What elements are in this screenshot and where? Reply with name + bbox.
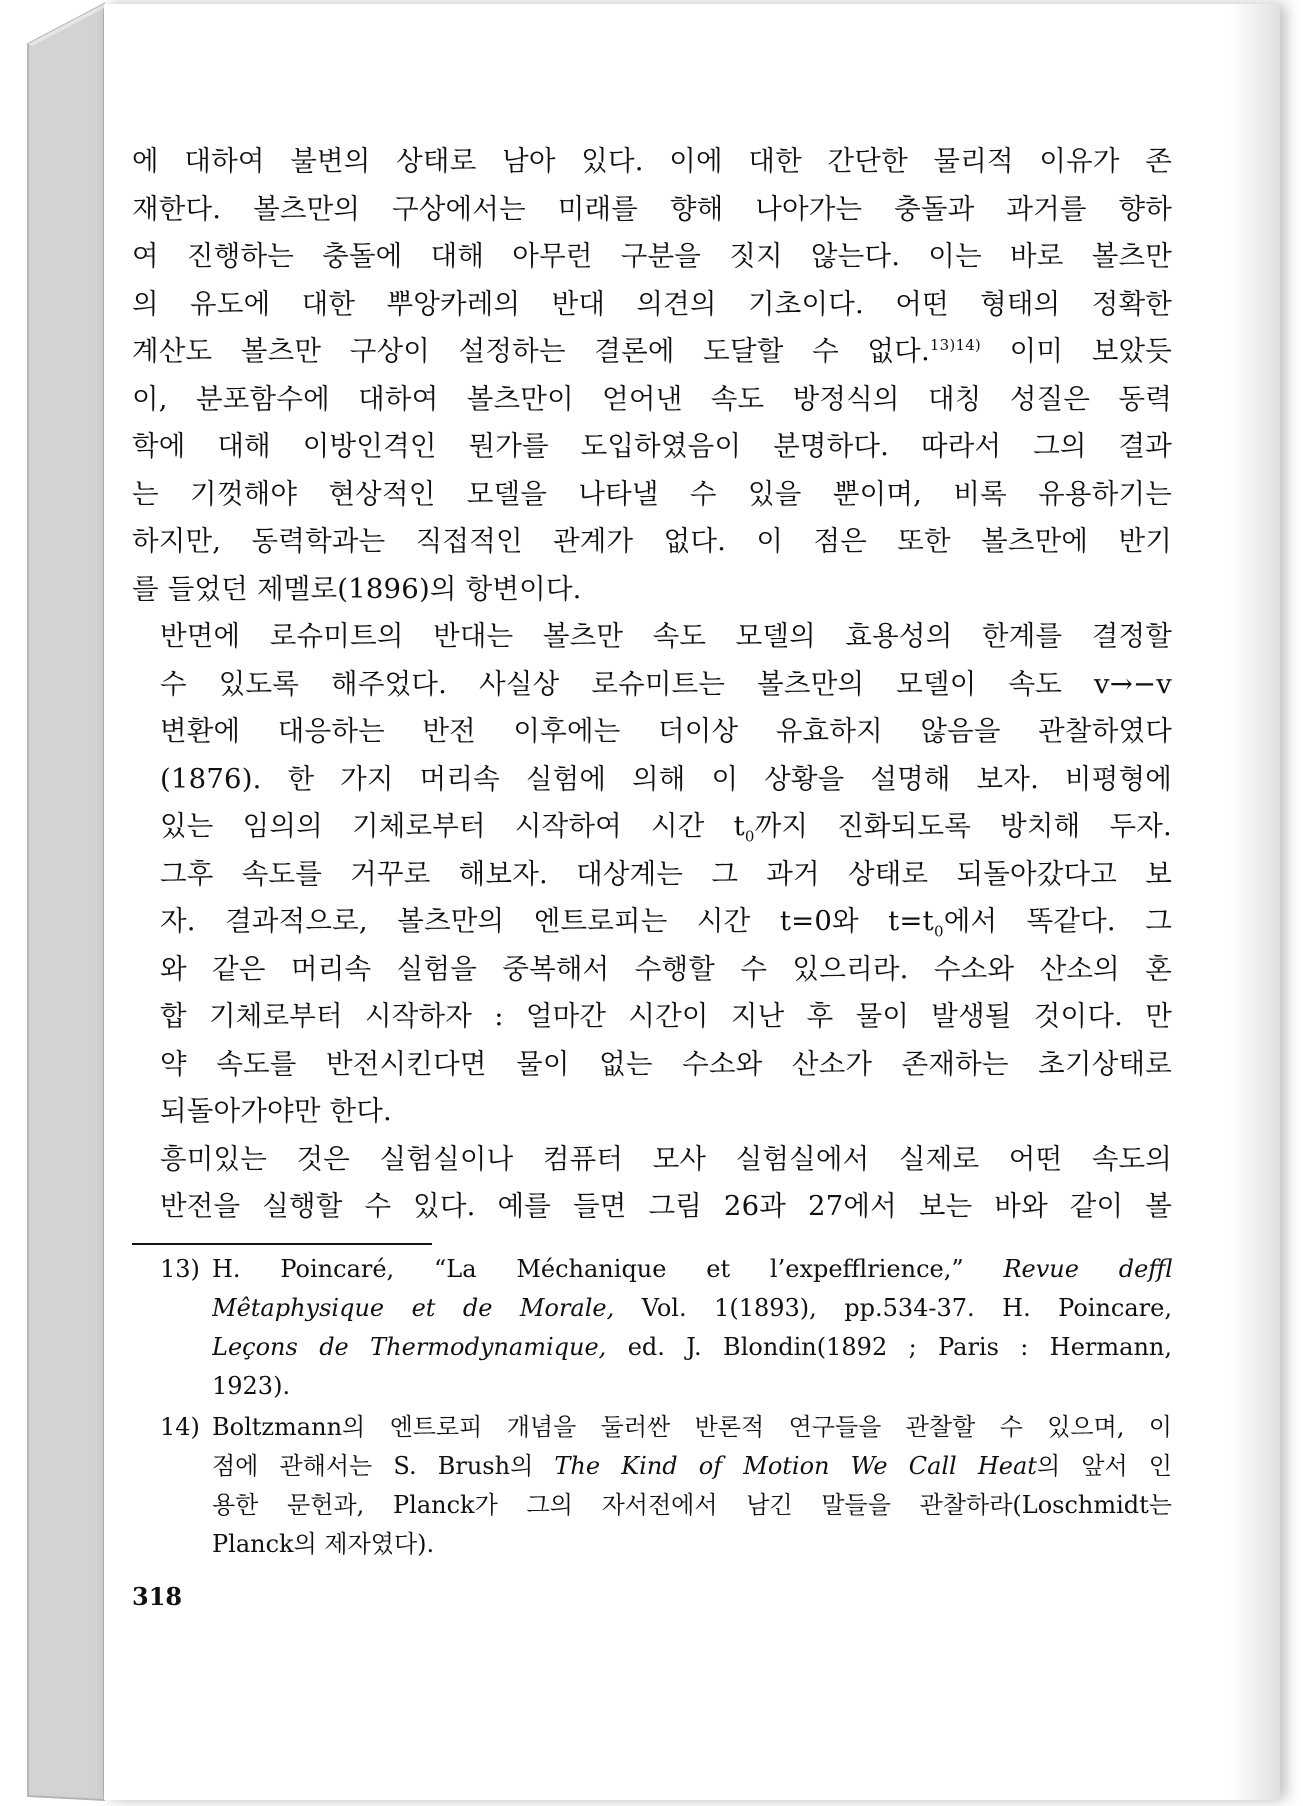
footnote-marker: 13)14) <box>929 335 981 354</box>
text-segment: 계산도 볼츠만 구상이 설정하는 결론에 도달할 수 없다. <box>132 335 930 367</box>
paragraph-2 <box>132 613 1172 1136</box>
text-line: 는 기껏해야 현상적인 모델을 나타낼 수 있을 뿐이며, 비록 유용하기는 <box>132 477 1172 510</box>
footnote-line <box>212 1289 1172 1328</box>
text-line-with-subscript <box>160 803 1172 851</box>
text-line: 약 속도를 반전시킨다면 물이 없는 수소와 산소가 존재하는 초기상태로 <box>160 1047 1172 1080</box>
text-segment: 점에 관해서는 S. Brush의 <box>212 1452 534 1480</box>
text-line: 변환에 대응하는 반전 이후에는 더이상 유효하지 않음을 관찰하였다 <box>160 715 1172 747</box>
text-line: 반면에 로슈미트의 반대는 볼츠만 속도 모델의 효용성의 한계를 결정할 <box>160 620 1172 652</box>
footnote-number: 14) <box>160 1413 200 1441</box>
paragraph-3 <box>132 1136 1172 1231</box>
footnote-line <box>212 1328 1172 1367</box>
footnote-line: Planck의 제자였다). <box>212 1530 435 1558</box>
footnote-separator <box>132 1243 432 1245</box>
text-segment: 이미 보았듯 <box>980 335 1172 367</box>
book-title: Leçons de Thermodynamique, <box>212 1333 607 1361</box>
page-number: 318 <box>132 1582 183 1611</box>
text-line: 합 기체로부터 시작하자 : 얼마간 시간이 지난 후 물이 발생될 것이다. 만 <box>160 1000 1172 1032</box>
text-segment: Vol. 1(1893), pp.534-37. H. Poincare, <box>641 1294 1172 1322</box>
text-line: 를 들었던 제멜로(1896)의 항변이다. <box>132 572 582 605</box>
text-segment: 있는 임의의 기체로부터 시작하여 시간 t <box>160 810 745 842</box>
footnote-number: 13) <box>160 1255 200 1283</box>
text-segment: 에서 똑같다. 그 <box>943 905 1172 937</box>
footnote-13 <box>132 1250 1172 1406</box>
footnote-line: Boltzmann의 엔트로피 개념을 둘러싼 반론적 연구들을 관찰할 수 있으며, 이 <box>212 1413 1172 1441</box>
text-line: 의 유도에 대한 뿌앙카레의 반대 의견의 기초이다. 어떤 형태의 정확한 <box>132 287 1172 320</box>
journal-title: Mêtaphysique et de Morale, <box>212 1294 615 1322</box>
text-line: 에 대하여 불변의 상태로 남아 있다. 이에 대한 간단한 물리적 이유가 존 <box>132 145 1172 177</box>
footnote-line: 1923). <box>212 1372 291 1400</box>
text-line: 여 진행하는 충돌에 대해 아무런 구분을 짓지 않는다. 이는 바로 볼츠만 <box>132 240 1172 272</box>
text-line-with-footnote <box>132 328 1172 376</box>
footnotes <box>132 1250 1172 1566</box>
footnote-line: 용한 문헌과, Planck가 그의 자서전에서 남긴 말들을 관찰하라(Loschmidt는 <box>212 1491 1172 1519</box>
text-line: 학에 대해 이방인격인 뭔가를 도입하였음이 분명하다. 따라서 그의 결과 <box>132 430 1172 462</box>
text-segment: 자. 결과적으로, 볼츠만의 엔트로피는 시간 t=0와 t=t <box>160 905 934 937</box>
text-line-with-subscript <box>160 898 1172 946</box>
footnote-14 <box>132 1408 1172 1564</box>
body-text <box>132 138 1172 1231</box>
subscript: 0 <box>744 827 755 846</box>
paragraph-1 <box>132 138 1172 613</box>
text-line: 와 같은 머리속 실험을 중복해서 수행할 수 있으리라. 수소와 산소의 혼 <box>160 952 1172 985</box>
text-line: 되돌아가야만 한다. <box>160 1095 393 1127</box>
text-line: 흥미있는 것은 실험실이나 컴퓨터 모사 실험실에서 실제로 어떤 속도의 <box>160 1142 1172 1175</box>
page-edge-shadow <box>1230 4 1280 1800</box>
subscript: 0 <box>933 922 944 941</box>
text-line: 수 있도록 해주었다. 사실상 로슈미트는 볼츠만의 모델이 속도 v→−v <box>160 667 1172 700</box>
text-segment: 까지 진화되도록 방치해 두자. <box>754 810 1172 842</box>
text-segment: H. Poincaré, “La Méchanique et l’expefflrience,” <box>212 1255 964 1283</box>
text-line: 그후 속도를 거꾸로 해보자. 대상계는 그 과거 상태로 되돌아갔다고 보 <box>160 857 1172 890</box>
text-segment: 의 앞서 인 <box>1036 1452 1172 1480</box>
book-title: The Kind of Motion We Call Heat <box>554 1452 1037 1480</box>
text-line: 하지만, 동력학과는 직접적인 관계가 없다. 이 점은 또한 볼츠만에 반기 <box>132 525 1172 557</box>
text-segment: ed. J. Blondin(1892 ; Paris : Hermann, <box>627 1333 1172 1361</box>
journal-title: Revue deffl <box>1003 1255 1172 1283</box>
text-line: 재한다. 볼츠만의 구상에서는 미래를 향해 나아가는 충돌과 과거를 향하 <box>132 192 1172 225</box>
footnote-line <box>212 1250 1172 1289</box>
text-line: (1876). 한 가지 머리속 실험에 의해 이 상황을 설명해 보자. 비평형에 <box>160 762 1172 795</box>
footnote-line <box>212 1447 1172 1486</box>
text-line: 이, 분포함수에 대하여 볼츠만이 얻어낸 속도 방정식의 대칭 성질은 동력 <box>132 382 1172 415</box>
text-line: 반전을 실행할 수 있다. 예를 들면 그림 26과 27에서 보는 바와 같이 볼 <box>160 1190 1172 1222</box>
